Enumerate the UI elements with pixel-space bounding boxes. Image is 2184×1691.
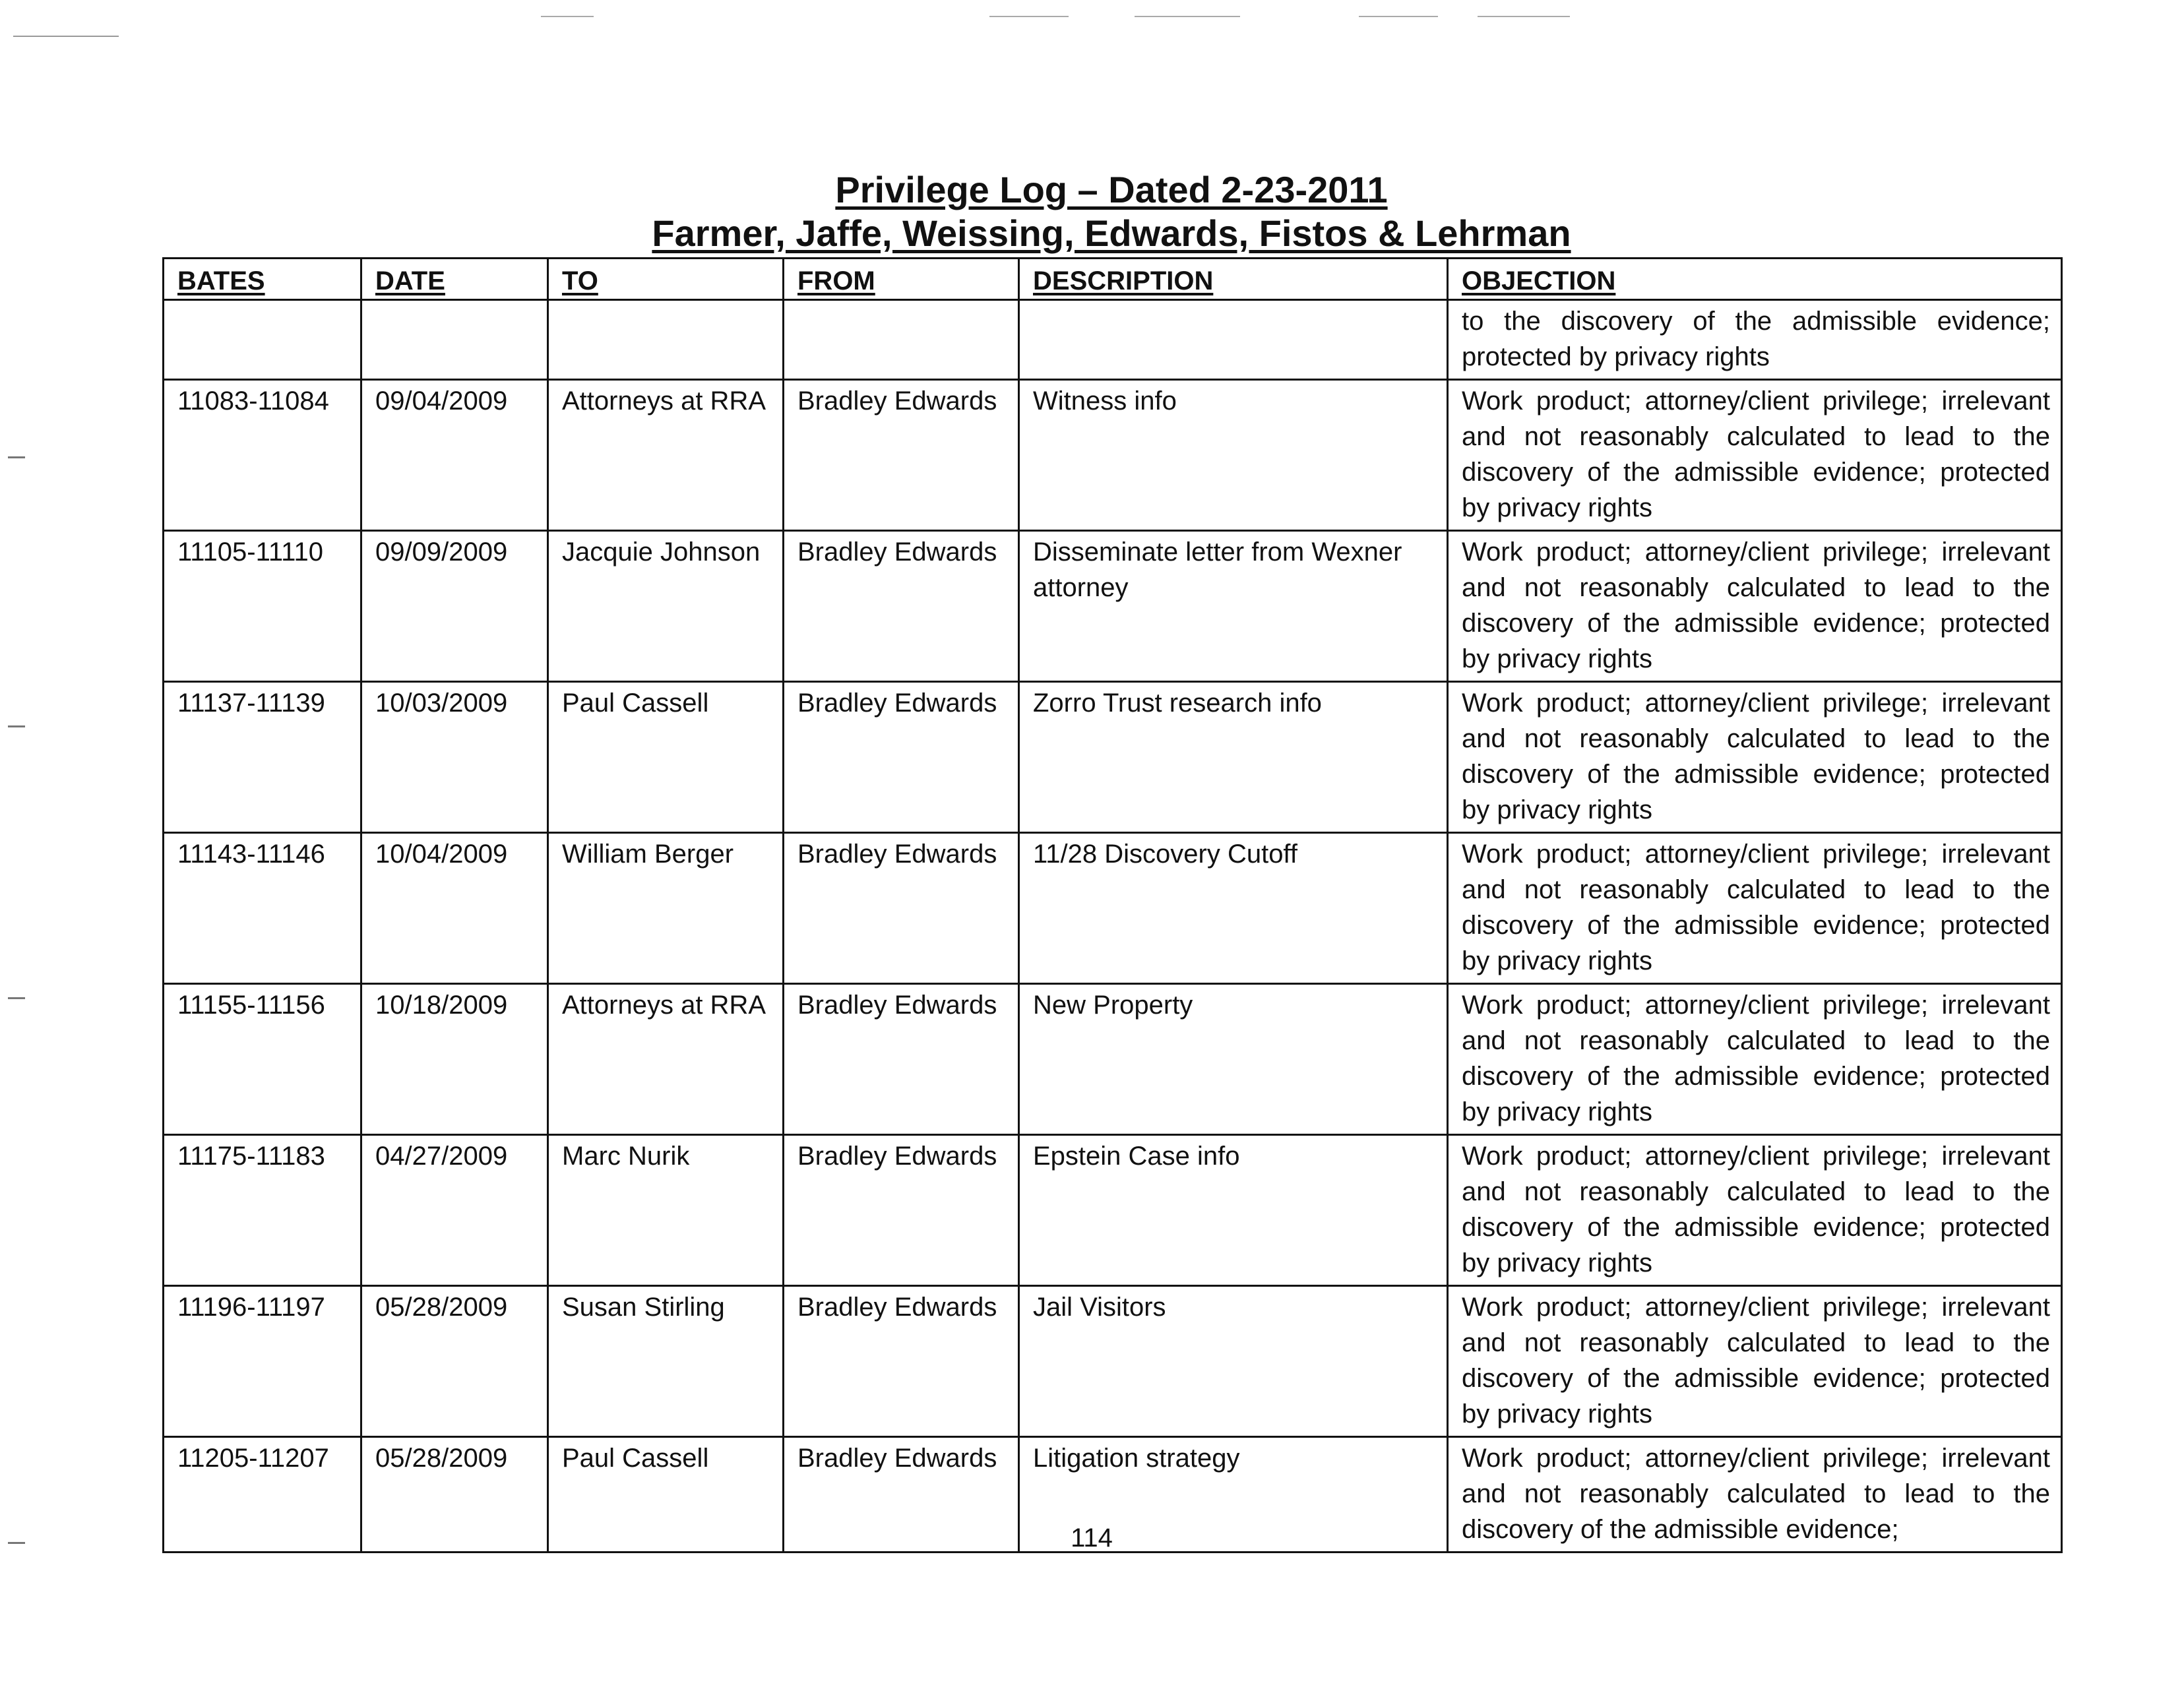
cell-date: 09/09/2009 bbox=[361, 531, 548, 682]
cell-date: 09/04/2009 bbox=[361, 380, 548, 531]
document-title: Privilege Log – Dated 2-23-2011 bbox=[835, 169, 1388, 210]
cell-to: Attorneys at RRA bbox=[548, 380, 784, 531]
cell-from: Bradley Edwards bbox=[784, 531, 1019, 682]
cell-date: 10/04/2009 bbox=[361, 833, 548, 984]
cell-to: Jacquie Johnson bbox=[548, 531, 784, 682]
cell-bates: 11137-11139 bbox=[164, 682, 361, 833]
cell-to: Marc Nurik bbox=[548, 1135, 784, 1286]
cell-description: Witness info bbox=[1019, 380, 1448, 531]
scan-edge-artifacts bbox=[0, 0, 2184, 46]
cell-bates bbox=[164, 300, 361, 380]
table-header-row bbox=[164, 259, 2062, 300]
cell-from: Bradley Edwards bbox=[784, 1135, 1019, 1286]
column-header-bates: BATES bbox=[164, 259, 361, 300]
column-header-objection: OBJECTION bbox=[1448, 259, 2062, 300]
table-row bbox=[164, 531, 2062, 682]
cell-bates: 11196-11197 bbox=[164, 1286, 361, 1437]
cell-to: Paul Cassell bbox=[548, 682, 784, 833]
table-row bbox=[164, 1135, 2062, 1286]
cell-description: Litigation strategy bbox=[1019, 1437, 1448, 1553]
cell-objection: Work product; attorney/client privilege; irrelevant and not reasonably calculated to lead to the discovery of the admissible evidence; protected by privacy rights bbox=[1448, 833, 2062, 984]
cell-objection: Work product; attorney/client privilege; irrelevant and not reasonably calculated to lead to the discovery of the admissible evidence; protected by privacy rights bbox=[1448, 1135, 2062, 1286]
table-row-continuation bbox=[164, 300, 2062, 380]
page-number: 114 bbox=[1071, 1523, 1113, 1553]
column-header-to: TO bbox=[548, 259, 784, 300]
cell-to: Susan Stirling bbox=[548, 1286, 784, 1437]
margin-mark bbox=[8, 456, 25, 458]
cell-bates: 11205-11207 bbox=[164, 1437, 361, 1553]
cell-date: 05/28/2009 bbox=[361, 1437, 548, 1553]
cell-objection: Work product; attorney/client privilege; irrelevant and not reasonably calculated to lead to the discovery of the admissible evidence; protected by privacy rights bbox=[1448, 984, 2062, 1135]
privilege-log-table bbox=[162, 257, 2063, 1553]
table-row bbox=[164, 682, 2062, 833]
cell-bates: 11105-11110 bbox=[164, 531, 361, 682]
table-row bbox=[164, 984, 2062, 1135]
column-header-date: DATE bbox=[361, 259, 548, 300]
cell-to: Attorneys at RRA bbox=[548, 984, 784, 1135]
cell-objection: to the discovery of the admissible evidence; protected by privacy rights bbox=[1448, 300, 2062, 380]
cell-objection: Work product; attorney/client privilege; irrelevant and not reasonably calculated to lead to the discovery of the admissible evidence; protected by privacy rights bbox=[1448, 682, 2062, 833]
cell-from: Bradley Edwards bbox=[784, 682, 1019, 833]
cell-from: Bradley Edwards bbox=[784, 833, 1019, 984]
table-row bbox=[164, 1286, 2062, 1437]
cell-to bbox=[548, 300, 784, 380]
cell-from: Bradley Edwards bbox=[784, 984, 1019, 1135]
cell-date bbox=[361, 300, 548, 380]
table-row bbox=[164, 380, 2062, 531]
cell-description: Epstein Case info bbox=[1019, 1135, 1448, 1286]
cell-to: Paul Cassell bbox=[548, 1437, 784, 1553]
cell-bates: 11083-11084 bbox=[164, 380, 361, 531]
cell-to: William Berger bbox=[548, 833, 784, 984]
cell-date: 10/03/2009 bbox=[361, 682, 548, 833]
cell-objection: Work product; attorney/client privilege; irrelevant and not reasonably calculated to lead to the discovery of the admissible evidence; protected by privacy rights bbox=[1448, 1286, 2062, 1437]
margin-mark bbox=[8, 725, 25, 727]
cell-description bbox=[1019, 300, 1448, 380]
cell-bates: 11155-11156 bbox=[164, 984, 361, 1135]
cell-bates: 11143-11146 bbox=[164, 833, 361, 984]
cell-from: Bradley Edwards bbox=[784, 380, 1019, 531]
cell-objection: Work product; attorney/client privilege; irrelevant and not reasonably calculated to lead to the discovery of the admissible evidence; protected by privacy rights bbox=[1448, 531, 2062, 682]
document-subtitle: Farmer, Jaffe, Weissing, Edwards, Fistos & Lehrman bbox=[652, 212, 1571, 254]
cell-from: Bradley Edwards bbox=[784, 1437, 1019, 1553]
margin-mark bbox=[8, 997, 25, 999]
cell-from: Bradley Edwards bbox=[784, 1286, 1019, 1437]
cell-objection: Work product; attorney/client privilege; irrelevant and not reasonably calculated to lead to the discovery of the admissible evidence; bbox=[1448, 1437, 2062, 1553]
document-title-block bbox=[162, 168, 2061, 255]
cell-description: Jail Visitors bbox=[1019, 1286, 1448, 1437]
cell-date: 10/18/2009 bbox=[361, 984, 548, 1135]
cell-from bbox=[784, 300, 1019, 380]
cell-description: New Property bbox=[1019, 984, 1448, 1135]
cell-description: Zorro Trust research info bbox=[1019, 682, 1448, 833]
cell-description: 11/28 Discovery Cutoff bbox=[1019, 833, 1448, 984]
cell-date: 04/27/2009 bbox=[361, 1135, 548, 1286]
cell-date: 05/28/2009 bbox=[361, 1286, 548, 1437]
column-header-from: FROM bbox=[784, 259, 1019, 300]
cell-objection: Work product; attorney/client privilege; irrelevant and not reasonably calculated to lead to the discovery of the admissible evidence; protected by privacy rights bbox=[1448, 380, 2062, 531]
column-header-description: DESCRIPTION bbox=[1019, 259, 1448, 300]
cell-description: Disseminate letter from Wexner attorney bbox=[1019, 531, 1448, 682]
cell-bates: 11175-11183 bbox=[164, 1135, 361, 1286]
margin-mark bbox=[8, 1542, 25, 1544]
table-row bbox=[164, 833, 2062, 984]
